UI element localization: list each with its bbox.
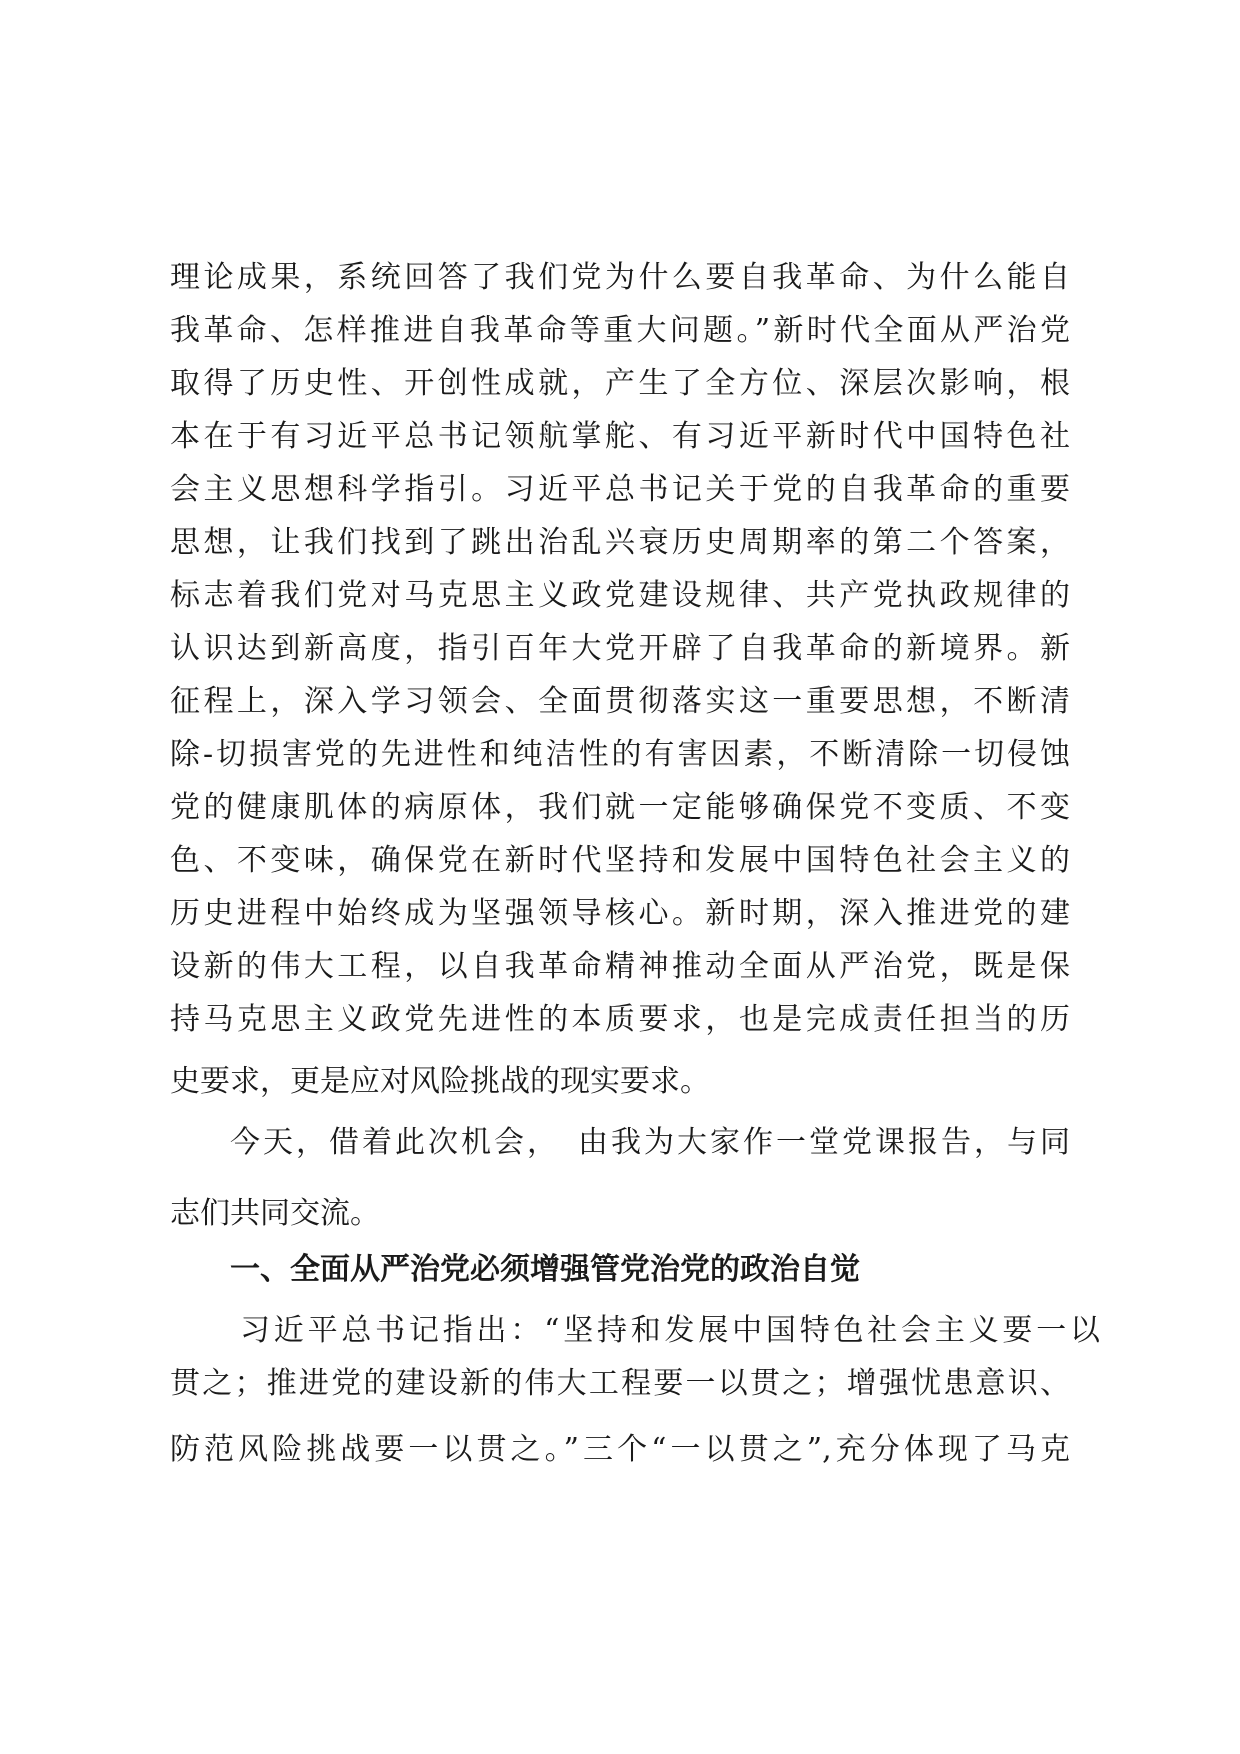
text-line: 认识达到新高度，指引百年大党开辟了自我革命的新境界。新: [170, 631, 1070, 666]
text-line: 色、不变味，确保党在新时代坚持和发展中国特色社会主义的: [170, 843, 1070, 878]
text-line: 征程上，深入学习领会、全面贯彻落实这一重要思想，不断清: [170, 684, 1070, 719]
text-line: 防范风险挑战要一以贯之。”三个“一以贯之”,充分体现了马克: [170, 1432, 1070, 1467]
text-line: 贯之；推进党的建设新的伟大工程要一以贯之；增强忧患意识、: [170, 1366, 1070, 1401]
text-line: 本在于有习近平总书记领航掌舵、有习近平新时代中国特色社: [170, 419, 1070, 454]
text-line: 今天，借着此次机会， 由我为大家作一堂党课报告，与同: [230, 1125, 1070, 1160]
text-line: 设新的伟大工程，以自我革命精神推动全面从严治党，既是保: [170, 949, 1070, 984]
text-line: 历史进程中始终成为坚强领导核心。新时期，深入推进党的建: [170, 896, 1070, 931]
text-line: 习近平总书记指出：“坚持和发展中国特色社会主义要一以: [240, 1313, 1100, 1348]
text-line: 除-切损害党的先进性和纯洁性的有害因素，不断清除一切侵蚀: [170, 737, 1070, 772]
text-line: 我革命、怎样推进自我革命等重大问题。”新时代全面从严治党: [170, 313, 1070, 348]
text-line: 取得了历史性、开创性成就，产生了全方位、深层次影响，根: [170, 366, 1070, 401]
text-line: 标志着我们党对马克思主义政党建设规律、共产党执政规律的: [170, 578, 1070, 613]
text-line: 会主义思想科学指引。习近平总书记关于党的自我革命的重要: [170, 472, 1070, 507]
text-line: 理论成果，系统回答了我们党为什么要自我革命、为什么能自: [170, 260, 1070, 295]
text-line: 志们共同交流。: [170, 1196, 380, 1231]
section-heading: 一、全面从严治党必须增强管党治党的政治自觉: [230, 1252, 860, 1287]
text-line: 思想，让我们找到了跳出治乱兴衰历史周期率的第二个答案，: [170, 525, 1070, 560]
text-line: 史要求，更是应对风险挑战的现实要求。: [170, 1064, 710, 1099]
text-line: 党的健康肌体的病原体，我们就一定能够确保党不变质、不变: [170, 790, 1070, 825]
text-line: 持马克思主义政党先进性的本质要求，也是完成责任担当的历: [170, 1002, 1070, 1037]
